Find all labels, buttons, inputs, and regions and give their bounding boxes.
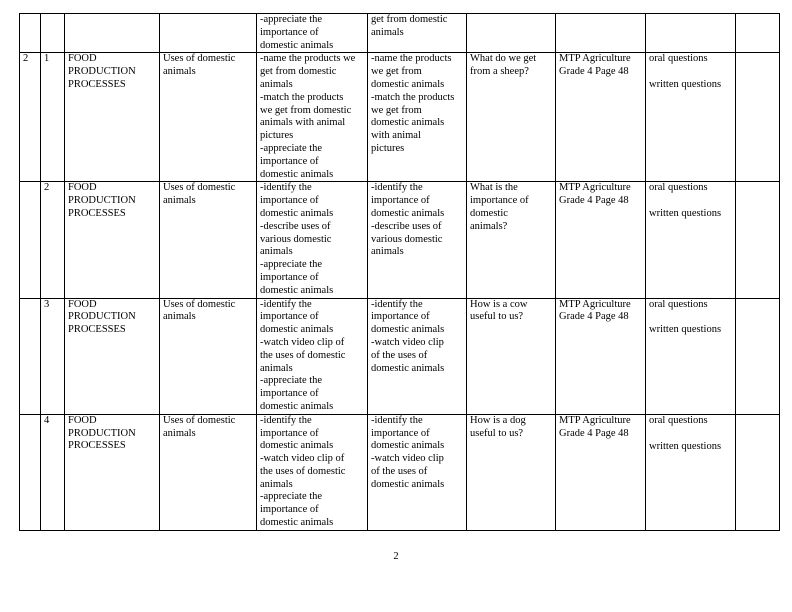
cell-text: 2 (23, 53, 29, 65)
cell-line: get from domestic (260, 66, 337, 78)
cell-line: -watch video clip of (260, 453, 345, 465)
cell-line: importance of (260, 26, 319, 38)
week-cell (20, 182, 41, 298)
cell-line: oral questions (649, 182, 708, 194)
cell-line: animals with animal (260, 117, 346, 129)
cell-line: domestic animals (260, 39, 334, 51)
learning-experiences-cell (368, 298, 467, 414)
page-number: 2 (393, 551, 399, 562)
cell-line: How is a dog (470, 414, 526, 426)
cell-line: domestic animals (260, 517, 334, 529)
sub-strand-cell (160, 182, 257, 298)
cell-line: How is a cow (470, 298, 528, 310)
table-row (20, 53, 780, 182)
table-row (20, 414, 780, 530)
cell-line: of the uses of (371, 465, 428, 477)
cell-line: useful to us? (470, 311, 524, 323)
cell-line: PROCESSES (68, 207, 126, 219)
cell-line: -appreciate the (260, 142, 323, 154)
sub-strand-cell (160, 53, 257, 182)
cell-line: Grade 4 Page 48 (559, 66, 629, 78)
cell-line: What do we get (470, 53, 537, 65)
cell-line: various domestic (371, 233, 443, 245)
cell-line: MTP Agriculture (559, 414, 631, 426)
cell-line: domestic animals (260, 324, 334, 336)
cell-line: importance of (260, 311, 319, 323)
cell-line: -identify the (260, 414, 312, 426)
cell-line: animals (371, 26, 404, 38)
cell-line: oral questions (649, 298, 708, 310)
cell-line: -identify the (260, 298, 312, 310)
lesson-cell (41, 298, 65, 414)
cell-text: 3 (44, 298, 50, 310)
learning-resources-cell (556, 53, 646, 182)
cell-line: -identify the (371, 414, 423, 426)
cell-line: domestic animals (371, 324, 445, 336)
learning-resources-cell (556, 14, 646, 53)
cell-line: domestic animals (371, 440, 445, 452)
cell-line: the uses of domestic (260, 465, 346, 477)
cell-text: 2 (44, 182, 50, 194)
cell-line: domestic animals (260, 168, 334, 180)
key-inquiry-question-cell (467, 298, 556, 414)
cell-line: PRODUCTION (68, 311, 136, 323)
key-inquiry-question-cell (467, 414, 556, 530)
scheme-of-work-table (19, 13, 780, 531)
remarks-cell (736, 298, 780, 414)
cell-line: FOOD (68, 414, 97, 426)
cell-line: we get from (371, 104, 422, 116)
cell-line: PRODUCTION (68, 66, 136, 78)
cell-line: domestic animals (260, 207, 334, 219)
cell-line: FOOD (68, 53, 97, 65)
assessment-cell (646, 414, 736, 530)
cell-line: animals (163, 66, 196, 78)
cell-line: -appreciate the (260, 14, 323, 25)
key-inquiry-question-cell (467, 53, 556, 182)
cell-line: domestic animals (371, 478, 445, 490)
cell-line: pictures (260, 130, 294, 142)
cell-line: domestic animals (260, 400, 334, 412)
sub-strand-cell (160, 14, 257, 53)
learning-resources-cell (556, 298, 646, 414)
strand-cell (65, 414, 160, 530)
cell-line: animals (163, 427, 196, 439)
cell-line: domestic animals (371, 207, 445, 219)
cell-line: -match the products (260, 91, 344, 103)
cell-line: animals? (470, 220, 508, 232)
cell-line: FOOD (68, 182, 97, 194)
cell-line: -match the products (371, 91, 455, 103)
cell-line: -describe uses of (371, 220, 442, 232)
cell-line: -identify the (371, 298, 423, 310)
cell-line: with animal (371, 130, 421, 142)
cell-line: importance of (260, 427, 319, 439)
cell-line: oral questions (649, 53, 708, 65)
cell-line: the uses of domestic (260, 349, 346, 361)
cell-line: MTP Agriculture (559, 182, 631, 194)
week-cell (20, 53, 41, 182)
cell-line: importance of (260, 504, 319, 516)
cell-line: Uses of domestic (163, 298, 236, 310)
strand-cell (65, 14, 160, 53)
cell-line: importance of (371, 311, 430, 323)
cell-line: -watch video clip of (260, 336, 345, 348)
table-row (20, 298, 780, 414)
cell-line: Grade 4 Page 48 (559, 427, 629, 439)
cell-line: Grade 4 Page 48 (559, 195, 629, 207)
week-cell (20, 14, 41, 53)
cell-line: -identify the (371, 182, 423, 194)
cell-line: importance of (371, 427, 430, 439)
cell-line: -name the products (371, 53, 452, 65)
cell-line: pictures (371, 142, 405, 154)
cell-line: -appreciate the (260, 375, 323, 387)
sub-strand-cell (160, 414, 257, 530)
cell-line: animals (260, 362, 293, 374)
cell-line: Uses of domestic (163, 182, 236, 194)
cell-line: domestic animals (371, 78, 445, 90)
cell-line: Uses of domestic (163, 414, 236, 426)
cell-line: written questions (649, 208, 722, 220)
cell-line: importance of (260, 155, 319, 167)
cell-line: we get from domestic (260, 104, 352, 116)
assessment-cell (646, 14, 736, 53)
cell-line: written questions (649, 324, 722, 336)
cell-line: PROCESSES (68, 324, 126, 336)
lesson-cell (41, 14, 65, 53)
cell-line: Uses of domestic (163, 53, 236, 65)
cell-line: -describe uses of (260, 220, 331, 232)
learning-resources-cell (556, 414, 646, 530)
strand-cell (65, 53, 160, 182)
lesson-cell (41, 414, 65, 530)
cell-line: of the uses of (371, 349, 428, 361)
cell-line: animals (163, 311, 196, 323)
assessment-cell (646, 182, 736, 298)
week-cell (20, 414, 41, 530)
cell-line: domestic animals (260, 440, 334, 452)
cell-text: 1 (44, 53, 50, 65)
cell-line: importance of (260, 388, 319, 400)
learning-experiences-cell (368, 414, 467, 530)
cell-line: -identify the (260, 182, 312, 194)
cell-line: PROCESSES (68, 440, 126, 452)
cell-line: domestic (470, 207, 508, 219)
cell-line: we get from (371, 66, 422, 78)
cell-line: -name the products we (260, 53, 356, 65)
learning-experiences-cell (368, 53, 467, 182)
strand-cell (65, 298, 160, 414)
learning-experiences-cell (368, 182, 467, 298)
learning-outcomes-cell (257, 298, 368, 414)
learning-outcomes-cell (257, 414, 368, 530)
cell-line: domestic animals (371, 117, 445, 129)
learning-outcomes-cell (257, 182, 368, 298)
cell-line: -watch video clip (371, 336, 444, 348)
assessment-cell (646, 53, 736, 182)
cell-line: PRODUCTION (68, 427, 136, 439)
remarks-cell (736, 414, 780, 530)
cell-line: get from domestic (371, 14, 448, 25)
learning-outcomes-cell (257, 53, 368, 182)
learning-resources-cell (556, 182, 646, 298)
lesson-cell (41, 182, 65, 298)
cell-line: importance of (260, 271, 319, 283)
cell-line: animals (371, 246, 404, 258)
remarks-cell (736, 14, 780, 53)
learning-outcomes-cell (257, 14, 368, 53)
cell-line: PROCESSES (68, 78, 126, 90)
cell-line: MTP Agriculture (559, 53, 631, 65)
cell-line: domestic animals (371, 362, 445, 374)
remarks-cell (736, 182, 780, 298)
key-inquiry-question-cell (467, 14, 556, 53)
cell-line: written questions (649, 79, 722, 91)
table-row (20, 182, 780, 298)
table-row (20, 14, 780, 53)
cell-line: oral questions (649, 414, 708, 426)
cell-line: from a sheep? (470, 66, 529, 78)
cell-line: -watch video clip (371, 453, 444, 465)
week-cell (20, 298, 41, 414)
cell-line: importance of (371, 195, 430, 207)
cell-line: FOOD (68, 298, 97, 310)
learning-experiences-cell (368, 14, 467, 53)
cell-line: -appreciate the (260, 491, 323, 503)
cell-line: animals (163, 195, 196, 207)
assessment-cell (646, 298, 736, 414)
cell-line: -appreciate the (260, 259, 323, 271)
cell-line: importance of (260, 195, 319, 207)
cell-text: 4 (44, 414, 50, 426)
strand-cell (65, 182, 160, 298)
cell-line: importance of (470, 195, 529, 207)
cell-line: written questions (649, 440, 722, 452)
cell-line: various domestic (260, 233, 332, 245)
cell-line: What is the (470, 182, 518, 194)
cell-line: animals (260, 246, 293, 258)
cell-line: animals (260, 478, 293, 490)
cell-line: useful to us? (470, 427, 524, 439)
sub-strand-cell (160, 298, 257, 414)
remarks-cell (736, 53, 780, 182)
cell-line: Grade 4 Page 48 (559, 311, 629, 323)
key-inquiry-question-cell (467, 182, 556, 298)
cell-line: PRODUCTION (68, 195, 136, 207)
lesson-cell (41, 53, 65, 182)
cell-line: domestic animals (260, 284, 334, 296)
cell-line: MTP Agriculture (559, 298, 631, 310)
cell-line: animals (260, 78, 293, 90)
